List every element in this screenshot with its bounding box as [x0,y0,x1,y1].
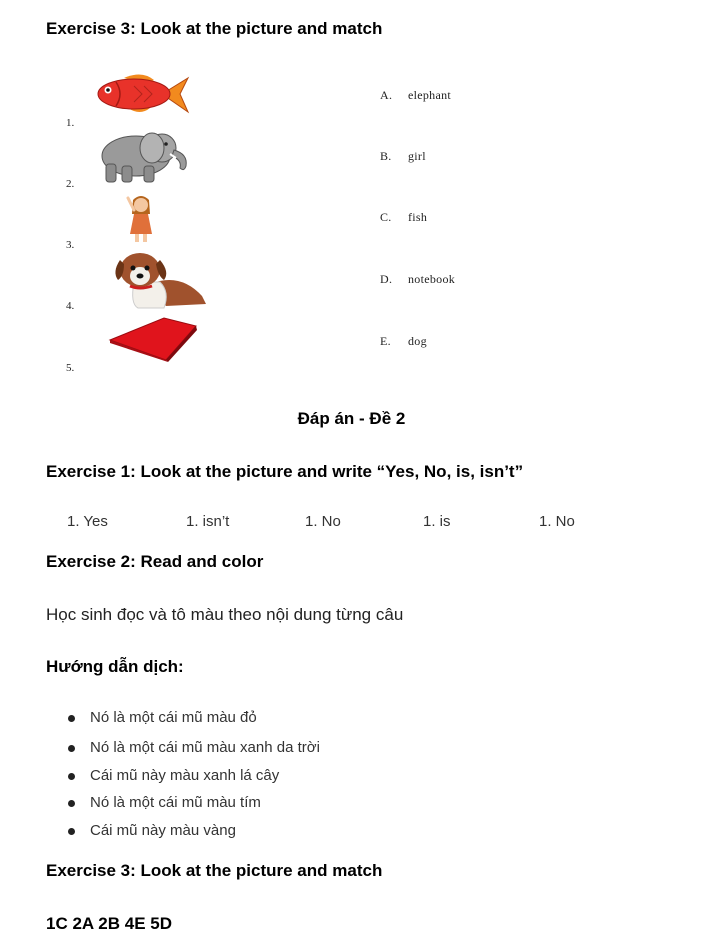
answer-key-title: Đáp án - Đề 2 [297,409,406,428]
translation-bullet [90,767,279,784]
answer-item: 1. No [539,513,575,530]
option-d [380,272,455,287]
bullet-text: Nó là một cái mũ màu tím [90,794,261,811]
match-number-4: 4. [66,300,75,312]
match-number-3: 3. [66,239,75,251]
option-letter: E. [380,334,391,348]
bullet-text: Cái mũ này màu vàng [90,822,236,839]
option-e [380,334,427,349]
answer-item: 1. isn’t [186,513,230,530]
option-b [380,149,426,164]
bullet-text: Cái mũ này màu xanh lá cây [90,767,280,784]
option-letter: B. [380,149,392,163]
option-word: notebook [408,272,456,286]
translation-bullet [90,739,320,756]
match-number-5: 5. [66,362,75,374]
translation-guide-title: Hướng dẫn dịch: [46,657,184,676]
match-number-1: 1. [66,117,75,129]
translation-bullet [90,822,236,839]
answer-item: 1. Yes [67,513,108,530]
elephant-picture [94,126,192,184]
bullet-text: Nó là một cái mũ màu xanh da trời [90,739,320,756]
answer-item: 1. No [305,513,341,530]
answer-item: 1. is [423,513,451,530]
bullet-dot-icon [68,745,75,752]
option-letter: C. [380,210,392,224]
exercise-3-answer-key: 1C 2A 2B 4E 5D [46,914,172,933]
bullet-dot-icon [68,773,75,780]
exercise-3-answer-title: Exercise 3: Look at the picture and match [46,861,383,880]
option-word: fish [408,210,428,224]
exercise-2-text: Học sinh đọc và tô màu theo nội dung từng câu [46,605,404,624]
option-a [380,88,451,103]
bullet-dot-icon [68,828,75,835]
exercise-1-answers [0,513,703,533]
bullet-dot-icon [68,800,75,807]
notebook-picture [108,316,200,362]
match-number-2: 2. [66,178,75,190]
exercise-1-title: Exercise 1: Look at the picture and write “Yes, No, is, isn’t” [46,462,524,481]
girl-picture [124,194,158,244]
fish-picture [94,72,192,116]
exercise-2-title: Exercise 2: Read and color [46,552,264,571]
dog-picture [110,248,210,310]
option-letter: A. [380,88,393,102]
option-c [380,210,427,225]
option-letter: D. [380,272,393,286]
option-word: dog [408,334,427,348]
bullet-text: Nó là một cái mũ màu đỏ [90,709,257,726]
bullet-dot-icon [68,715,75,722]
option-word: elephant [408,88,452,102]
option-word: girl [408,149,426,163]
translation-bullet [90,709,257,726]
translation-bullet [90,794,261,811]
exercise-3-title: Exercise 3: Look at the picture and match [46,19,383,38]
